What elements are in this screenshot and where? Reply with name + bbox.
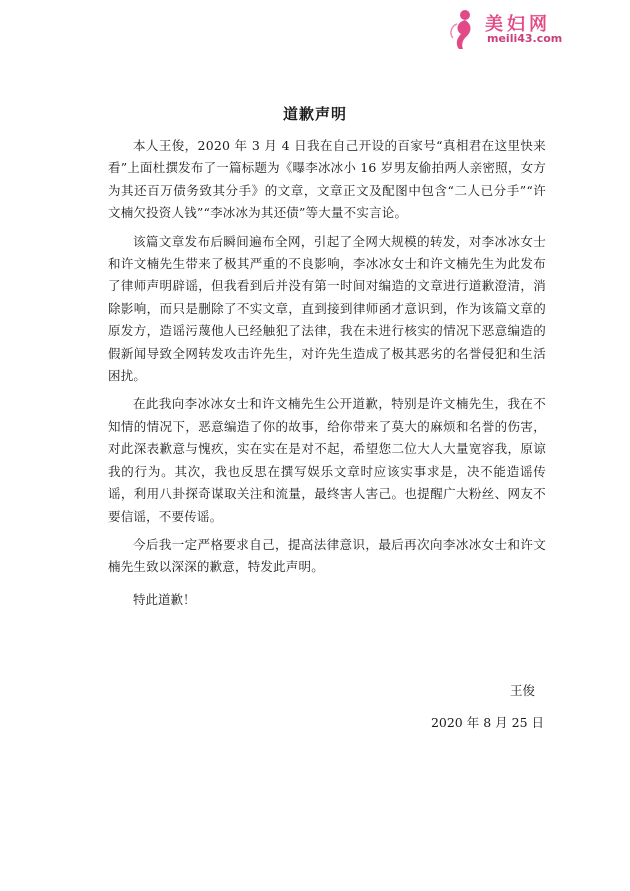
paragraph-2: 该篇文章发布后瞬间遍布全网，引起了全网大规模的转发，对李冰冰女士和许文楠先生带来了极其严重的不良影响，李冰冰女士和许文楠先生为此发布了律师声明辟谣，但我看到后并没有第一时间对编造的文章进行道歉澄清，消除影响，而只是删除了不实文章，直到接到律师函才意识到，作为该篇文章的原发方，造谣污蔑他人已经触犯了法律，我在未进行核实的情况下恶意编造的假新闻导致全网转发攻击许先生，对许先生造成了极其恶劣的名誉侵犯和生活困扰。 bbox=[108, 233, 546, 384]
site-watermark bbox=[445, 8, 620, 50]
paragraph-3: 在此我向李冰冰女士和许文楠先生公开道歉，特别是许文楠先生，我在不知情的情况下，恶意编造了你的故事，给你带来了莫大的麻烦和名誉的伤害，对此深表歉意与愧疚，实在实在是对不起，希望您二位大人大量宽容我，原谅我的行为。其次，我也反思在撰写娱乐文章时应该实事求是，决不能造谣传谣，利用八卦探奇谋取关注和流量，最终害人害己。也提醒广大粉丝、网友不要信谣，不要传谣。 bbox=[108, 396, 546, 524]
site-url: meili43.com bbox=[487, 32, 563, 45]
site-name: 美妇网 bbox=[485, 14, 551, 35]
closing-line: 特此道歉！ bbox=[133, 591, 196, 607]
signature: 王俊 bbox=[509, 683, 535, 698]
woman-silhouette-icon bbox=[445, 8, 481, 50]
paragraph-1: 本人王俊，2020 年 3 月 4 日我在自己开设的百家号“真相君在这里快来看”上面杜撰发布了一篇标题为《曝李冰冰小 16 岁男友偷拍两人亲密照，女方为其还百万债务致其分手》的文章，文章正文及配图中包含“二人已分手”“许文楠欠投资人钱”“李冰冰为其还债”等大量不实言论。 bbox=[108, 138, 546, 221]
paragraph-4: 今后我一定严格要求自己，提高法律意识，最后再次向李冰冰女士和许文楠先生致以深深的歉意，特发此声明。 bbox=[108, 536, 546, 575]
document-date: 2020 年 8 月 25 日 bbox=[430, 715, 544, 730]
document-title: 道歉声明 bbox=[282, 105, 347, 123]
document-body bbox=[108, 135, 546, 611]
